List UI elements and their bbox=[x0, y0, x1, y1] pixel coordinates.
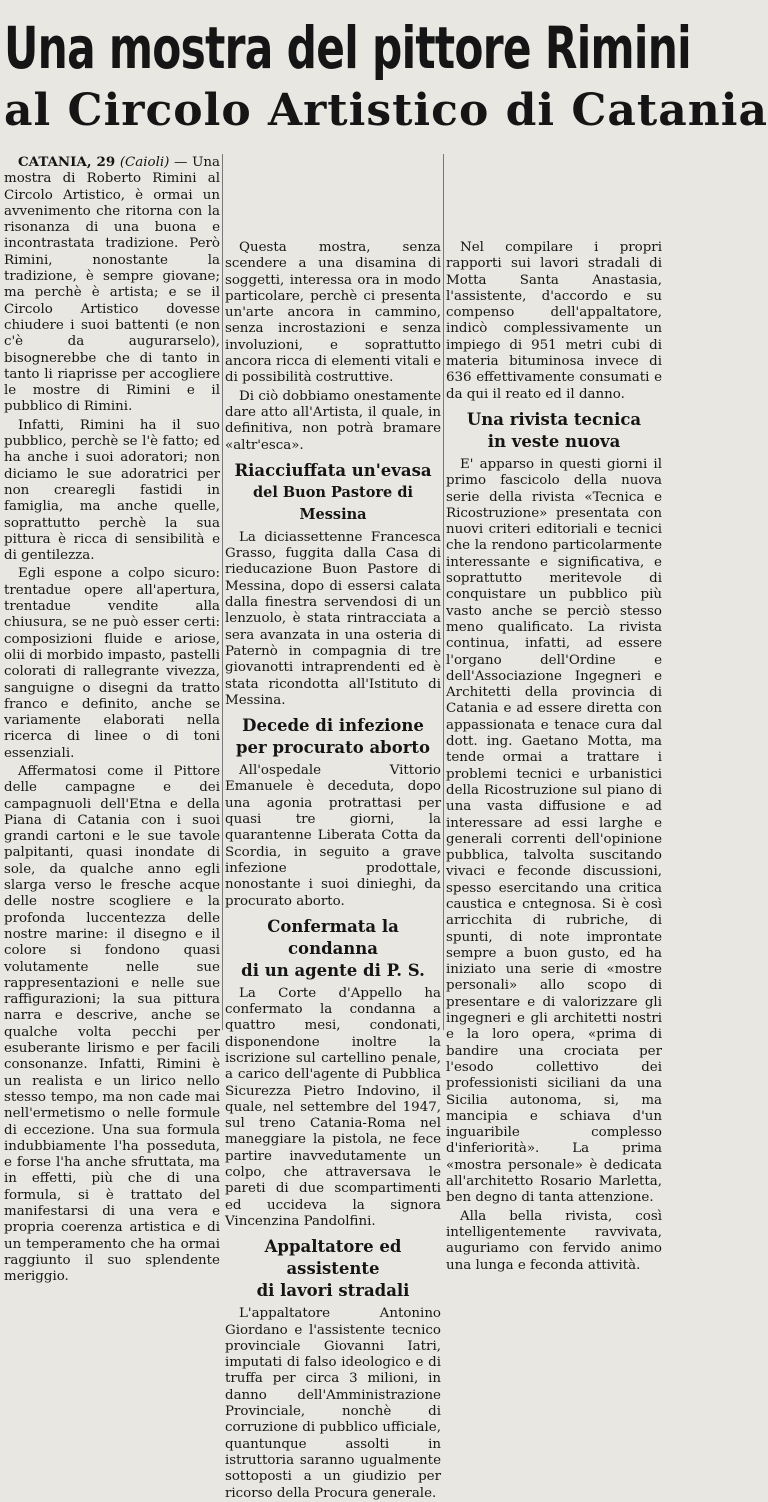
article-paragraph: Questa mostra, senza scendere a una disamina di soggetti, interessa ora in modo particolare, perchè ci presenta un'arte ancora in cammino, senza incrostazioni e senza involuzioni, e soprattutto ancora ricca di elementi vitali e di possibilità costruttive. bbox=[225, 240, 441, 386]
article-columns bbox=[0, 154, 666, 1501]
story-title bbox=[225, 715, 441, 759]
article-paragraph: Di ciò dobbiamo onestamente dare atto all'Artista, il quale, in definitiva, non potrà bramare «altr'esca». bbox=[225, 388, 441, 453]
column-1 bbox=[4, 154, 220, 1285]
story-title-line: Appaltatore ed assistente bbox=[264, 1237, 402, 1279]
column-2 bbox=[225, 154, 441, 1501]
story-paragraph: All'ospedale Vittorio Emanuele è deceduta, dopo una agonia protrattasi per quasi tre giorni, la quarantenne Liberata Cotta da Scordia, in seguito a grave infezione prodottale, nonostante i suoi dinieghi, da procurato aborto. bbox=[225, 763, 441, 909]
article-text: — Una mostra di Roberto Rimini al Circolo Artistico, è ormai un avvenimento che ritorna con la risonanza di una buona e incontrastata tradizione. Però Rimini, nonostante la tradizione, è sempre giovane; ma perchè è artista; e se il Circolo Artistico dovesse chiudere i suoi battenti (e non c'è da augurarselo), bisognerebbe che di tanto in tanto li riaprisse per accogliere le mostre di Rimini e il pubblico di Rimini. bbox=[4, 155, 220, 415]
story-paragraph: La Corte d'Appello ha confermato la condanna a quattro mesi, condonati, disponendone inoltre la iscrizione sul cartellino penale, a carico dell'agente di Pubblica Sicurezza Pietro Indovino, il quale, nel settembre del 1947, sul treno Catania-Roma nel maneggiare la pistola, ne fece partire inavvedutamente un colpo, che attraversava le pareti di due scompartimenti ed uccideva la signora Vincenzina Pandolfini. bbox=[225, 985, 441, 1229]
story-title-line: del Buon Pastore di Messina bbox=[253, 483, 413, 523]
story-paragraph: L'appaltatore Antonino Giordano e l'assistente tecnico provinciale Giovanni Iatri, imputati di falso ideologico e di truffa per circa 3 milioni, in danno dell'Amministrazione Provinciale, nonchè di corruzione di pubblico ufficiale, quantunque assolti in istruttoria saranno ugualmente sottoposti a un giudizio per ricorso della Procura generale. bbox=[225, 1306, 441, 1501]
story-title-line: Confermata la condanna bbox=[267, 916, 399, 958]
story-title bbox=[446, 409, 662, 453]
article-paragraph: Affermatosi come il Pittore delle campagne e dei campagnuoli dell'Etna e della Piana di Catania con i suoi grandi cartoni e le sue tavole palpitanti, quasi inondate di sole, da qualche anno egli slarga verso le fresche acque delle nostre scogliere e la profonda luccentezza delle nostre marine: il disegno e il colore si fondono quasi volutamente nelle sue rappresentazioni e nelle sue raffigurazioni; la sua pittura narra e descrive, anche se qualche volta pecchi per esuberante lirismo e per facili consonanze. Infatti, Rimini è un realista e un lirico nello stesso tempo, ma non cade mai nell'ermetismo o nelle formule di eccezione. Una sua formula indubbiamente l'ha posseduta, e forse l'ha anche sfruttata, ma in effetti, più che di una formula, si è trattato del manifestarsi di una vera e propria coerenza artistica e di un temperamento che ha ormai raggiunto il suo splendente meriggio. bbox=[4, 763, 220, 1285]
story-title bbox=[225, 460, 441, 526]
story-paragraph: E' apparso in questi giorni il primo fascicolo della nuova serie della rivista «Tecnica e Ricostruzione» presentata con nuovi criteri editoriali e tecnici che la rendono particolarmente interessante e significativa, e soprattutto meritevole di conquistare un pubblico più vasto anche se perciò stesso meno qualificato. La rivista continua, infatti, ad essere l'organo dell'Ordine e dell'Associazione Ingegneri e Architetti della provincia di Catania e ad essere diretta con appassionata e tenace cura dal dott. ing. Gaetano Motta, ma tende ormai a trattare i problemi tecnici e urbanistici della Ricostruzione sul piano di una vasta diffusione e ad interessare ad essi larghe e generali correnti dell'opinione pubblica, talvolta suscitando vivaci e feconde discussioni, spesso esercitando una critica caustica e cntegnosa. Si è così arricchita di rubriche, di spunti, di note improntate sempre a buon gusto, ed ha iniziato una serie di «mostre personali» allo scopo di presentare e di valorizzare gli ingegneri e gli architetti nostri e la loro opera, «prima di bandire una crociata per l'esodo collettivo dei professionisti siciliani da una Sicilia autonoma, si, ma mancipia e schiava d'un inguaribile complesso d'inferiorità». La prima «mostra personale» è dedicata all'architetto Rosario Marletta, ben degno di tanta attenzione. bbox=[446, 456, 662, 1206]
story-paragraph: La diciassettenne Francesca Grasso, fuggita dalla Casa di rieducazione Buon Pastore di Messina, dopo di essersi calata dalla finestra servendosi di un lenzuolo, è stata rintracciata a sera avanzata in una osteria di Paternò in compagnia di tre giovanotti intraprendenti ed è stata ricondotta all'Istituto di Messina. bbox=[225, 529, 441, 708]
story-paragraph: Nel compilare i propri rapporti sui lavori stradali di Motta Santa Anastasia, l'assistente, d'accordo e su compenso dell'appaltatore, indicò complessivamente un impiego di 951 metri cubi di materia bituminosa invece di 636 effettivamente consumati e da qui il reato ed il danno. bbox=[446, 240, 662, 402]
headline-main: Una mostra del pittore Rimini bbox=[4, 14, 691, 82]
story-title-line: Decede di infezione bbox=[242, 716, 424, 736]
dateline-author: (Caioli) bbox=[119, 155, 170, 170]
story-title-line: di lavori stradali bbox=[256, 1281, 410, 1301]
headline-sub: al Circolo Artistico di Catania bbox=[4, 85, 768, 136]
column-3 bbox=[446, 154, 662, 1273]
article-paragraph: Infatti, Rimini ha il suo pubblico, perchè se l'è fatto; ed ha anche i suoi adoratori; non diciamo le sue adoratrici per non crearegli fastidi in famiglia, ma anche quelle, soprattutto perchè la sua pittura è ricca di sensibilità e di gentilezza. bbox=[4, 417, 220, 564]
story-title-line: per procurato aborto bbox=[235, 738, 431, 758]
story-title-line: di un agente di P. S. bbox=[241, 960, 425, 980]
story-title bbox=[225, 1236, 441, 1302]
story-paragraph: Alla bella rivista, così intelligentemente ravvivata, auguriamo con fervido animo una lunga e feconda attività. bbox=[446, 1208, 662, 1273]
story-title-line: in veste nuova bbox=[487, 431, 621, 451]
article-paragraph: Egli espone a colpo sicuro: trentadue opere all'apertura, trentadue vendite alla chiusura, se ne può esser certi: composizioni fluide e ariose, olii di morbido impasto, pastelli colorati di rallegrante vivezza, sanguigne o disegni da tratto franco e definito, anche se variamente elaborati nella ricerca di linee o di toni essenziali. bbox=[4, 566, 220, 761]
story-title bbox=[225, 916, 441, 982]
story-title-line: Una rivista tecnica bbox=[466, 409, 642, 429]
dateline-place: CATANIA, 29 bbox=[18, 154, 116, 170]
article-paragraph bbox=[4, 154, 220, 416]
story-title-line: Riacciuffata un'evasa bbox=[234, 460, 432, 480]
